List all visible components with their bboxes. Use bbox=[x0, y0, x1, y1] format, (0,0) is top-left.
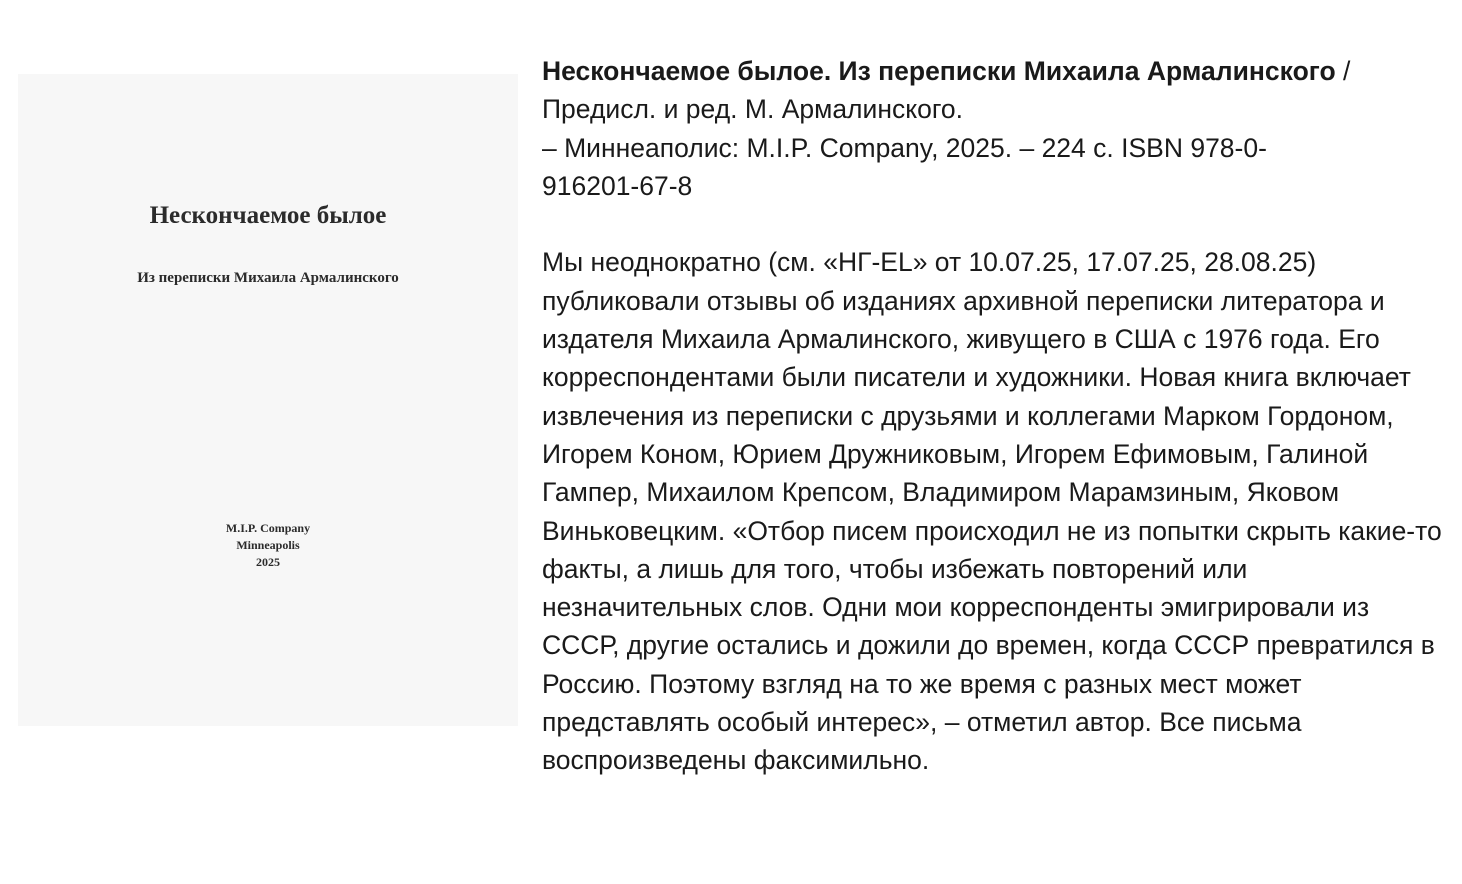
cover-title: Нескончаемое былое bbox=[149, 202, 387, 229]
cover-year: 2025 bbox=[256, 555, 280, 569]
book-annotation: Мы неоднократно (см. «НГ-EL» от 10.07.25, 17.07.25, 28.08.25) публиковали отзывы об изданиях архивной переписки литератора и издателя Михаила Армалинского, живущего в США с 1976 года. Его корреспондентами были писатели и художники. Новая книга включает извлечения из переписки с друзьями и коллегами Марком Гордоном, Игорем Коном, Юрием Дружниковым, Игорем Ефимовым, Галиной Гампер, Михаилом Крепсом, Владимиром Марамзиным, Яковом Виньковецким. «Отбор писем происходил не из попытки скрыть какие-то факты, а лишь для того, чтобы избежать повторений или незначительных слов. Одни мои корреспонденты эмигрировали из СССР, другие остались и дожили до времен, когда СССР превратился в Россию. Поэтому взгляд на то же время с разных мест может представлять особый интерес», – отметил автор. Все письма воспроизведены факсимильно. bbox=[542, 247, 1442, 776]
book-imprint: – Миннеаполис: M.I.P. Company, 2025. – 224 с. ISBN 978-0- bbox=[542, 132, 1267, 163]
bibliographic-entry bbox=[542, 52, 1442, 205]
cover-publisher-block bbox=[18, 520, 518, 571]
book-isbn-tail: 916201-67-8 bbox=[542, 170, 693, 201]
book-cover-image bbox=[18, 74, 518, 726]
book-editor: / Предисл. и ред. М. Армалинского. bbox=[542, 56, 1351, 125]
cover-subtitle: Из переписки Михаила Армалинского bbox=[137, 270, 399, 286]
article-text bbox=[542, 52, 1442, 780]
cover-city: Minneapolis bbox=[236, 538, 300, 552]
book-title: Нескончаемое былое. Из переписки Михаила Армалинского bbox=[542, 56, 1336, 86]
cover-publisher: M.I.P. Company bbox=[225, 521, 311, 535]
